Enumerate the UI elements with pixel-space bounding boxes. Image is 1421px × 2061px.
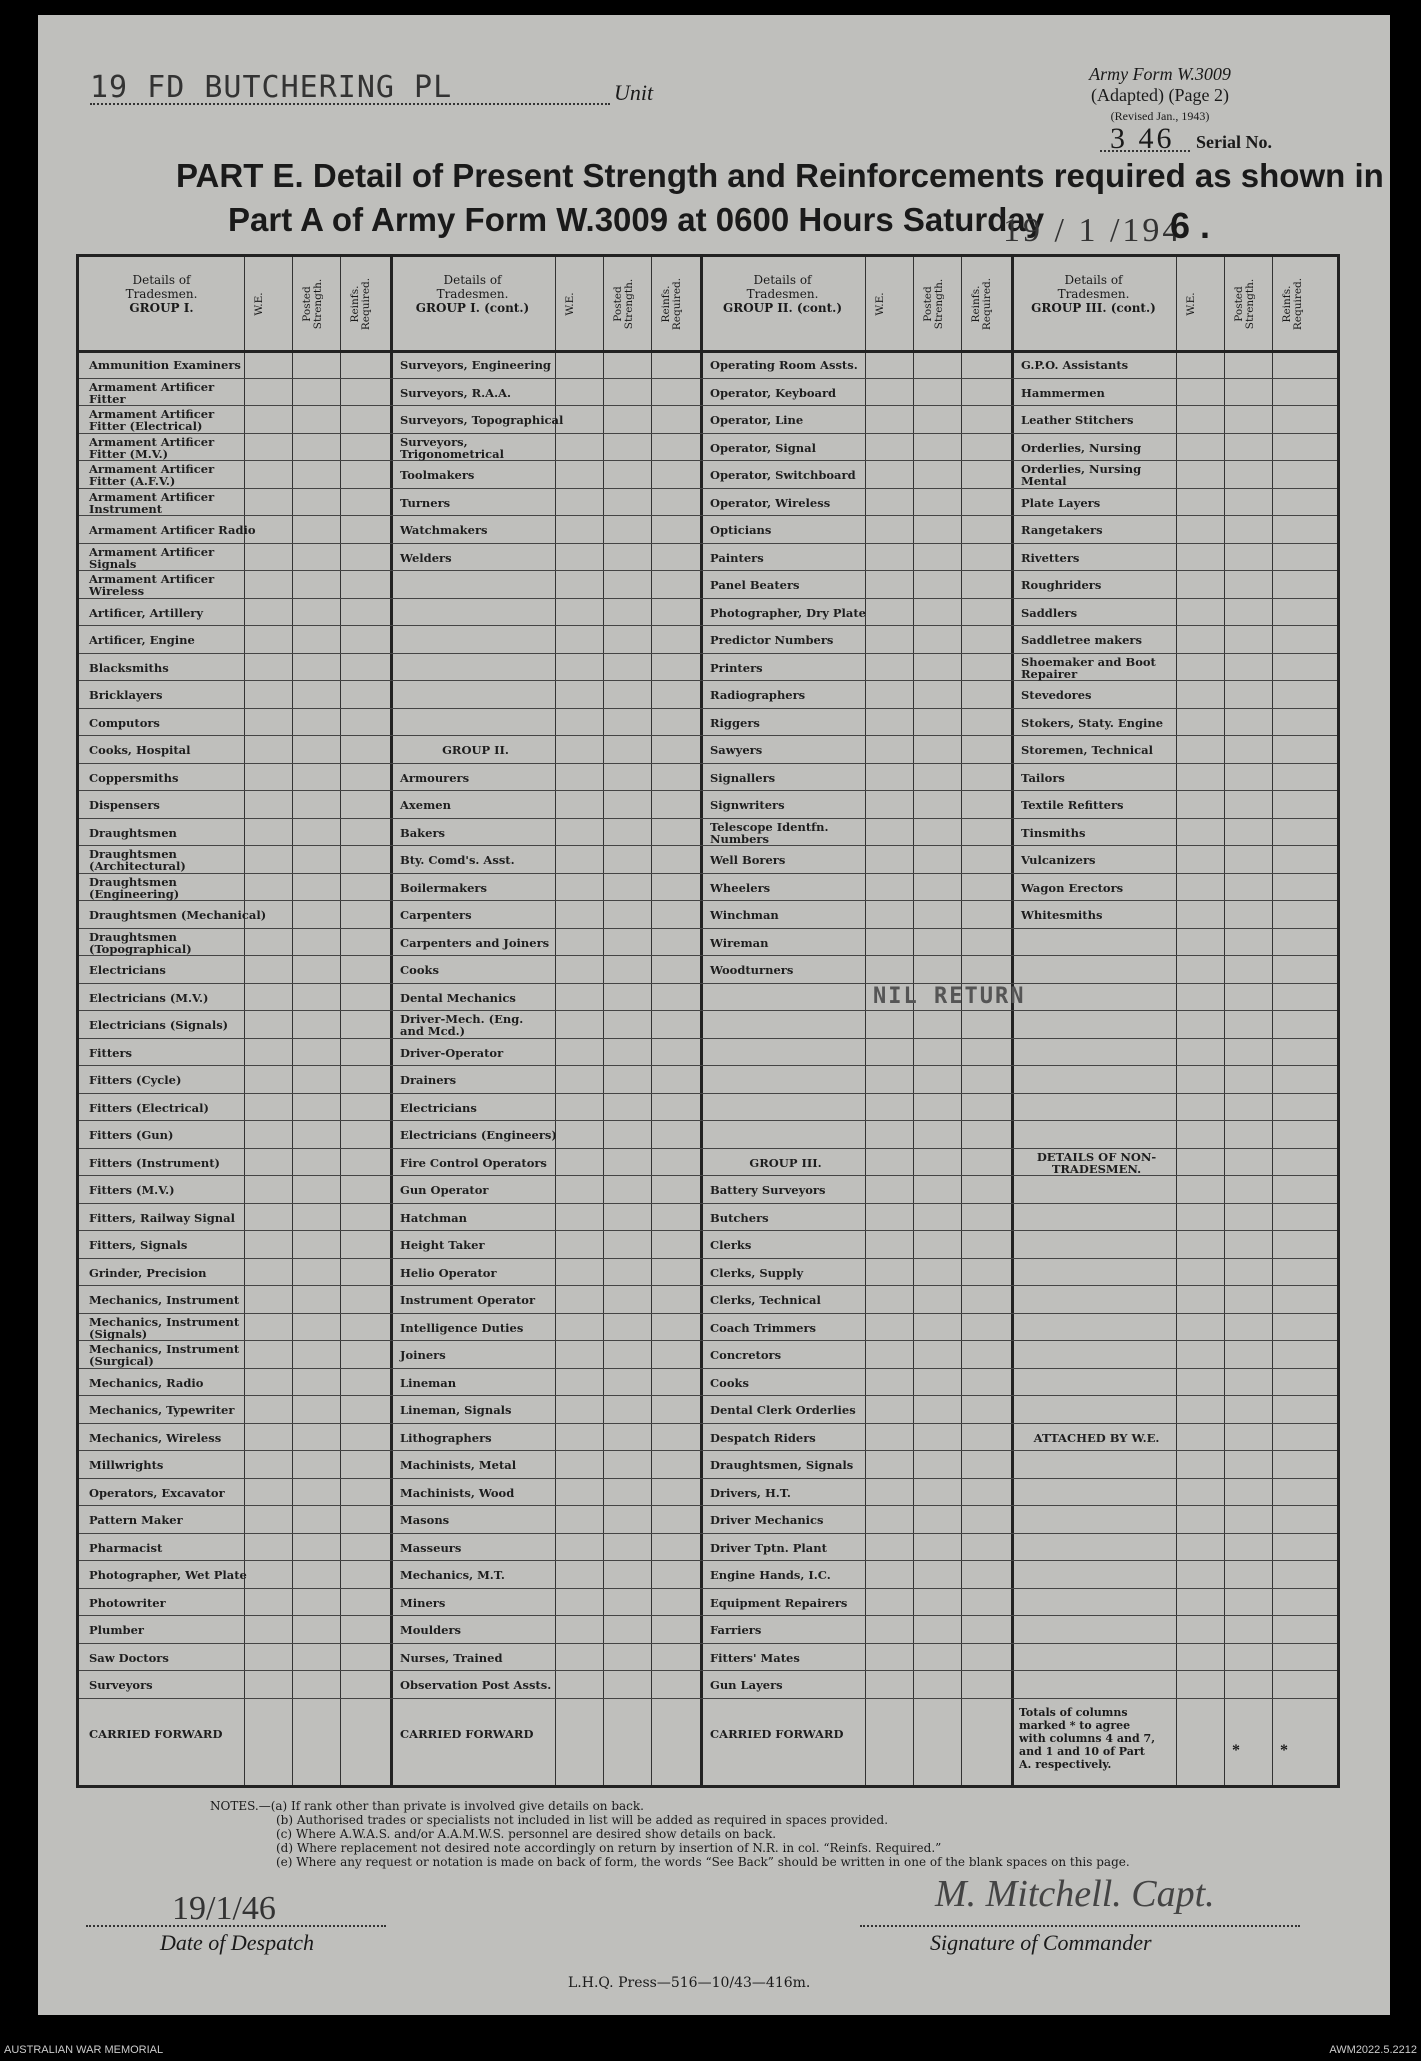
trade-label: Printers <box>710 660 763 675</box>
trade-label: Signallers <box>710 770 776 785</box>
row-divider <box>79 1285 1337 1286</box>
trade-label: Machinists, Metal <box>400 1458 517 1472</box>
press-imprint: L.H.Q. Press—516—10/43—416m. <box>568 1975 811 1991</box>
trade-label: Dental Mechanics <box>400 990 516 1005</box>
trade-label: Toolmakers <box>400 468 475 482</box>
trade-label: ATTACHED BY W.E. <box>1033 1430 1160 1445</box>
trade-label: DETAILS OF NON-TRADESMEN. <box>1036 1149 1157 1176</box>
column-divider <box>1272 257 1273 1785</box>
trade-label: Clerks, Technical <box>710 1293 821 1307</box>
form-title-line2: Part A of Army Form W.3009 at 0600 Hours Saturday <box>228 201 1045 238</box>
trade-label: Opticians <box>710 523 772 537</box>
trade-label: Draughtsmen (Topographical) <box>89 929 192 956</box>
row-divider <box>79 1175 1337 1176</box>
trade-label: Orderlies, Nursing Mental <box>1021 462 1142 488</box>
trade-label: Armament Artificer Instrument <box>89 489 215 516</box>
trade-label: Surveyors, R.A.A. <box>400 385 512 400</box>
trade-label: Machinists, Wood <box>400 1485 515 1500</box>
header-text: Tradesmen. <box>746 287 819 301</box>
row-divider <box>79 955 1337 956</box>
trade-label: Dental Clerk Orderlies <box>710 1403 856 1417</box>
trade-label: Carpenters and Joiners <box>400 935 550 950</box>
header-posted-strength: Posted Strength. <box>612 278 635 329</box>
commander-signature: M. Mitchell. Capt. <box>935 1873 1215 1915</box>
row-divider <box>79 1615 1337 1616</box>
trade-label: Draughtsmen, Signals <box>710 1458 854 1472</box>
trade-label: Masseurs <box>400 1540 462 1555</box>
trade-label: Signwriters <box>710 798 785 812</box>
trade-label: Butchers <box>710 1210 769 1225</box>
trade-label: Helio Operator <box>400 1265 497 1280</box>
row-divider <box>79 1643 1337 1644</box>
trade-label: Clerks, Supply <box>710 1265 804 1280</box>
serial-dotted-line <box>1100 150 1190 152</box>
archive-credit: AUSTRALIAN WAR MEMORIAL <box>4 2044 164 2056</box>
trade-label: Mechanics, Radio <box>89 1375 204 1390</box>
totals-note: Totals of columns marked * to agree with columns 4 and 7, and 1 and 10 of Part A. respectively. <box>1019 1705 1156 1771</box>
trade-label: Painters <box>710 550 764 565</box>
trade-label: Bakers <box>400 825 445 840</box>
group-divider <box>700 257 703 1785</box>
trade-label: Gun Layers <box>710 1678 783 1692</box>
row-divider <box>79 1423 1337 1424</box>
trade-label: Driver-Operator <box>400 1045 504 1060</box>
archive-reference: AWM2022.5.2212 <box>1329 2044 1417 2056</box>
trade-label: Plumber <box>89 1623 144 1637</box>
despatch-date-value: 19/1/46 <box>172 1890 276 1927</box>
trade-label: Lineman <box>400 1375 457 1390</box>
trade-label: Mechanics, Instrument (Signals) <box>89 1314 240 1341</box>
header-we: W.E. <box>1185 291 1197 316</box>
column-divider <box>555 257 556 1785</box>
column-header-details <box>79 273 244 315</box>
trade-label: Surveyors, Engineering <box>400 358 551 372</box>
column-divider <box>292 257 293 1785</box>
row-divider <box>79 1203 1337 1204</box>
header-text: GROUP III. (cont.) <box>1031 301 1156 315</box>
trade-label: Sawyers <box>710 743 763 757</box>
serial-number-value: 3 46 <box>1110 122 1175 155</box>
trade-label: Bricklayers <box>89 688 163 702</box>
row-divider <box>79 1120 1337 1121</box>
header-reinfs-required: Reinfs. Required. <box>970 277 993 330</box>
trade-label: Armourers <box>400 770 470 785</box>
trade-label: Wagon Erectors <box>1021 880 1124 895</box>
trade-label: Miners <box>400 1595 446 1610</box>
trade-label: Cooks <box>400 963 439 977</box>
trade-label: Fitters (Instrument) <box>89 1155 220 1170</box>
row-divider <box>79 1148 1337 1149</box>
column-header-details <box>1011 273 1176 315</box>
header-text: GROUP I. <box>129 301 194 315</box>
unit-label: Unit <box>614 80 654 105</box>
trade-label: Electricians <box>89 963 166 977</box>
row-divider <box>79 1038 1337 1039</box>
trade-label: Driver Tptn. Plant <box>710 1540 827 1555</box>
trade-label: Gun Operator <box>400 1183 489 1197</box>
header-reinfs-required: Reinfs. Required. <box>349 277 372 330</box>
trade-label: Surveyors, Trigonometrical <box>400 434 504 461</box>
trade-label: Fitters <box>89 1045 133 1060</box>
trade-label: Vulcanizers <box>1021 853 1096 867</box>
header-text: Details of <box>443 273 502 287</box>
trade-label: Photographer, Wet Plate <box>89 1568 247 1582</box>
trade-label: Battery Surveyors <box>710 1183 826 1197</box>
row-divider <box>79 1533 1337 1534</box>
trade-label: Farriers <box>710 1623 762 1637</box>
group-divider <box>1011 257 1014 1785</box>
strength-table <box>76 254 1340 1788</box>
trade-label: Draughtsmen (Mechanical) <box>89 908 267 922</box>
trade-label: Surveyors, Topographical <box>400 413 564 427</box>
trade-label: Whitesmiths <box>1021 908 1103 922</box>
trade-label: Fitters (Electrical) <box>89 1100 209 1115</box>
trade-label: Wheelers <box>710 880 771 895</box>
carried-forward-label: CARRIED FORWARD <box>89 1726 223 1741</box>
trade-label: Armament Artificer Fitter (M.V.) <box>89 434 215 461</box>
trade-label: Roughriders <box>1021 578 1102 592</box>
row-divider <box>79 680 1337 681</box>
row-divider <box>79 1368 1337 1369</box>
form-number: Army Form W.3009 <box>1089 64 1231 84</box>
trade-label: Cooks, Hospital <box>89 743 191 757</box>
trade-label: Despatch Riders <box>710 1430 816 1445</box>
trade-label: Clerks <box>710 1238 752 1252</box>
trade-label: Electricians (Signals) <box>89 1018 229 1032</box>
row-divider <box>79 1588 1337 1589</box>
trade-label: Engine Hands, I.C. <box>710 1568 831 1582</box>
column-divider <box>913 257 914 1785</box>
trade-label: Lithographers <box>400 1430 492 1445</box>
note-d: (d) Where replacement not desired note accordingly on return by insertion of N.R. in col. “Reinfs. Required.” <box>276 1841 942 1855</box>
trade-label: Axemen <box>400 798 451 812</box>
trade-label: Boilermakers <box>400 880 487 895</box>
column-header-details <box>390 273 555 315</box>
trade-label: Intelligence Duties <box>400 1320 524 1335</box>
trade-label: Drainers <box>400 1073 457 1087</box>
trade-label: Fitters, Signals <box>89 1238 188 1252</box>
trade-label: Operator, Line <box>710 413 804 427</box>
trade-label: Millwrights <box>89 1458 164 1472</box>
trade-label: Joiners <box>400 1348 446 1362</box>
row-divider <box>79 1478 1337 1479</box>
row-divider <box>79 1505 1337 1506</box>
row-divider <box>79 1670 1337 1671</box>
trade-label: Operators, Excavator <box>89 1485 225 1500</box>
form-reference <box>1065 64 1255 127</box>
trade-label: Panel Beaters <box>710 578 800 592</box>
trade-label: Leather Stitchers <box>1021 413 1134 427</box>
trade-label: Rivetters <box>1021 550 1080 565</box>
trade-label: Stevedores <box>1021 688 1092 702</box>
row-divider <box>79 1258 1337 1259</box>
trade-label: GROUP III. <box>749 1155 822 1170</box>
note-e: (e) Where any request or notation is made on back of form, the words “See Back” should be written in one of the blank spaces on this page. <box>276 1855 1130 1869</box>
trade-label: Winchman <box>710 908 779 922</box>
trade-label: Carpenters <box>400 908 472 922</box>
trade-label: Mechanics, Instrument (Surgical) <box>89 1342 240 1368</box>
trade-label: Cooks <box>710 1375 749 1390</box>
trade-label: Tinsmiths <box>1021 825 1086 840</box>
trade-label: Blacksmiths <box>89 660 169 675</box>
header-text: Details of <box>1064 273 1123 287</box>
trade-label: Moulders <box>400 1623 462 1637</box>
trade-label: Operating Room Assts. <box>710 358 858 372</box>
trade-label: Photowriter <box>89 1595 166 1610</box>
trade-label: Draughtsmen (Engineering) <box>89 874 180 901</box>
trade-label: Watchmakers <box>400 523 488 537</box>
trade-label: Electricians <box>400 1100 477 1115</box>
trade-label: Predictor Numbers <box>710 633 834 647</box>
trade-label: Armament Artificer Fitter <box>89 379 215 406</box>
trade-label: Mechanics, Instrument <box>89 1293 240 1307</box>
header-text: Tradesmen. <box>1057 287 1130 301</box>
trade-label: Grinder, Precision <box>89 1265 207 1280</box>
trade-label: Photographer, Dry Plate <box>710 605 866 620</box>
carried-forward-label: CARRIED FORWARD <box>710 1726 844 1741</box>
form-adapted: (Adapted) (Page 2) <box>1091 85 1229 105</box>
trade-label: Welders <box>400 550 452 565</box>
trade-label: Electricians (M.V.) <box>89 990 209 1005</box>
trade-label: Storemen, Technical <box>1021 743 1153 757</box>
trade-label: Coppersmiths <box>89 770 179 785</box>
trade-label: Orderlies, Nursing <box>1021 440 1142 455</box>
trade-label: Hammermen <box>1021 385 1105 400</box>
row-divider <box>79 1093 1337 1094</box>
trade-label: Concretors <box>710 1348 782 1362</box>
trade-label: Riggers <box>710 715 760 730</box>
column-divider <box>651 257 652 1785</box>
trade-label: Lineman, Signals <box>400 1403 512 1417</box>
note-b: (b) Authorised trades or specialists not included in list will be added as required in spaces provided. <box>276 1813 889 1827</box>
trade-label: Ammunition Examiners <box>89 358 241 372</box>
trade-label: Fitters (Gun) <box>89 1128 174 1142</box>
row-divider <box>79 1560 1337 1561</box>
trade-label: Woodturners <box>710 963 794 977</box>
trade-label: Tailors <box>1021 770 1065 785</box>
unit-dotted-line <box>90 103 610 105</box>
column-divider <box>961 257 962 1785</box>
trade-label: Fitters (M.V.) <box>89 1183 175 1197</box>
trade-label: Fire Control Operators <box>400 1155 547 1170</box>
trade-label: Mechanics, Typewriter <box>89 1403 235 1417</box>
signature-label: Signature of Commander <box>930 1930 1152 1955</box>
trade-label: Shoemaker and Boot Repairer <box>1021 654 1156 681</box>
trade-label: Wireman <box>710 935 769 950</box>
column-divider <box>1224 257 1225 1785</box>
trade-label: Plate Layers <box>1021 495 1101 510</box>
header-text: GROUP I. (cont.) <box>415 301 530 315</box>
form-revised: (Revised Jan., 1943) <box>1110 109 1210 123</box>
return-date: 19 / 1 /194 <box>1003 212 1183 249</box>
trade-label: Armament Artificer Wireless <box>89 572 215 598</box>
trade-label: Pharmacist <box>89 1540 163 1555</box>
row-divider <box>79 1230 1337 1231</box>
trade-label: Mechanics, Wireless <box>89 1430 222 1445</box>
signature-dotted-line <box>860 1925 1300 1927</box>
trade-label: Dispensers <box>89 798 160 812</box>
row-divider <box>79 1313 1337 1314</box>
header-text: Details of <box>132 273 191 287</box>
column-divider <box>244 257 245 1785</box>
trade-label: Rangetakers <box>1021 523 1103 537</box>
row-divider <box>79 488 1337 489</box>
trade-label: Instrument Operator <box>400 1293 536 1307</box>
trade-label: Mechanics, M.T. <box>400 1568 505 1582</box>
header-we: W.E. <box>564 291 576 316</box>
trade-label: Telescope Identfn. Numbers <box>710 819 829 846</box>
header-we: W.E. <box>253 291 265 316</box>
trade-label: Equipment Repairers <box>710 1595 848 1610</box>
trade-label: Electricians (Engineers) <box>400 1128 557 1142</box>
header-posted-strength: Posted Strength. <box>1233 278 1256 329</box>
header-posted-strength: Posted Strength. <box>922 278 945 329</box>
totals-marker: * <box>1280 1741 1288 1759</box>
header-we: W.E. <box>874 291 886 316</box>
trade-label: Computors <box>89 715 160 730</box>
serial-number-label: Serial No. <box>1196 132 1272 152</box>
trade-label: Draughtsmen <box>89 825 177 840</box>
trade-label: Operator, Wireless <box>710 495 831 510</box>
trade-label: Operator, Keyboard <box>710 385 837 400</box>
row-divider <box>79 1010 1337 1011</box>
header-text: Tradesmen. <box>436 287 509 301</box>
header-posted-strength: Posted Strength. <box>301 278 324 329</box>
group-divider <box>390 257 393 1785</box>
trade-label: Artificer, Engine <box>89 633 195 647</box>
trade-label: Turners <box>400 495 451 510</box>
row-divider <box>79 1065 1337 1066</box>
trade-label: Hatchman <box>400 1210 467 1225</box>
trade-label: Drivers, H.T. <box>710 1485 791 1500</box>
trade-label: Textile Refitters <box>1021 798 1124 812</box>
trade-label: Artificer, Artillery <box>89 605 204 620</box>
trade-label: Coach Trimmers <box>710 1320 816 1335</box>
trade-label: Fitters (Cycle) <box>89 1073 182 1087</box>
trade-label: Driver Mechanics <box>710 1513 824 1527</box>
despatch-dotted-line <box>86 1925 386 1927</box>
trade-label: Saddlers <box>1021 605 1078 620</box>
note-c: (c) Where A.W.A.S. and/or A.A.M.W.S. personnel are desired show details on back. <box>276 1827 777 1841</box>
return-date-suffix: 6 . <box>1170 205 1211 246</box>
trade-label: Pattern Maker <box>89 1513 183 1527</box>
trade-label: Fitters' Mates <box>710 1650 800 1665</box>
trade-label: Saddletree makers <box>1021 633 1142 647</box>
header-text: Details of <box>753 273 812 287</box>
trade-label: G.P.O. Assistants <box>1021 358 1129 372</box>
trade-label: Saw Doctors <box>89 1650 169 1665</box>
trade-label: Armament Artificer Signals <box>89 544 215 571</box>
trade-label: Stokers, Staty. Engine <box>1021 715 1164 730</box>
header-text: GROUP II. (cont.) <box>722 301 843 315</box>
column-header-details <box>700 273 865 315</box>
notes-section <box>210 1799 1130 1869</box>
trade-label: Operator, Signal <box>710 440 816 455</box>
trade-label: Operator, Switchboard <box>710 468 856 482</box>
note-a: NOTES.—(a) If rank other than private is involved give details on back. <box>210 1799 644 1813</box>
row-divider <box>79 1340 1337 1341</box>
trade-label: Fitters, Railway Signal <box>89 1210 235 1225</box>
header-reinfs-required: Reinfs. Required. <box>660 277 683 330</box>
trade-label: Well Borers <box>710 853 786 867</box>
carried-forward-label: CARRIED FORWARD <box>400 1726 534 1741</box>
trade-label: Nurses, Trained <box>400 1650 503 1665</box>
row-divider <box>79 1698 1337 1699</box>
trade-label: Masons <box>400 1513 450 1527</box>
trade-label: Surveyors <box>89 1678 153 1692</box>
trade-label: Height Taker <box>400 1238 485 1252</box>
trade-label: Driver-Mech. (Eng. and Mcd.) <box>400 1012 524 1038</box>
trade-label: Armament Artificer Radio <box>89 523 256 537</box>
column-divider <box>603 257 604 1785</box>
column-divider <box>1176 257 1177 1785</box>
column-divider <box>340 257 341 1785</box>
totals-marker: * <box>1232 1741 1240 1759</box>
trade-label: Bty. Comd's. Asst. <box>400 853 515 867</box>
row-divider <box>79 1395 1337 1396</box>
trade-label: Draughtsmen (Architectural) <box>89 847 186 873</box>
trade-label: Armament Artificer Fitter (A.F.V.) <box>89 462 215 488</box>
column-divider <box>865 257 866 1785</box>
trade-label: Radiographers <box>710 688 806 702</box>
unit-name: 19 FD BUTCHERING PL <box>90 70 453 105</box>
header-text: Tradesmen. <box>125 287 198 301</box>
header-reinfs-required: Reinfs. Required. <box>1281 277 1304 330</box>
trade-label: Observation Post Assts. <box>400 1678 552 1692</box>
trade-label: Armament Artificer Fitter (Electrical) <box>89 407 215 433</box>
row-divider <box>79 983 1337 984</box>
trade-label: GROUP II. <box>442 743 509 757</box>
nil-return-stamp: NIL RETURN <box>873 983 1026 1009</box>
despatch-date-label: Date of Despatch <box>160 1930 314 1955</box>
form-title-line1: PART E. Detail of Present Strength and Reinforcements required as shown in <box>176 157 1384 194</box>
